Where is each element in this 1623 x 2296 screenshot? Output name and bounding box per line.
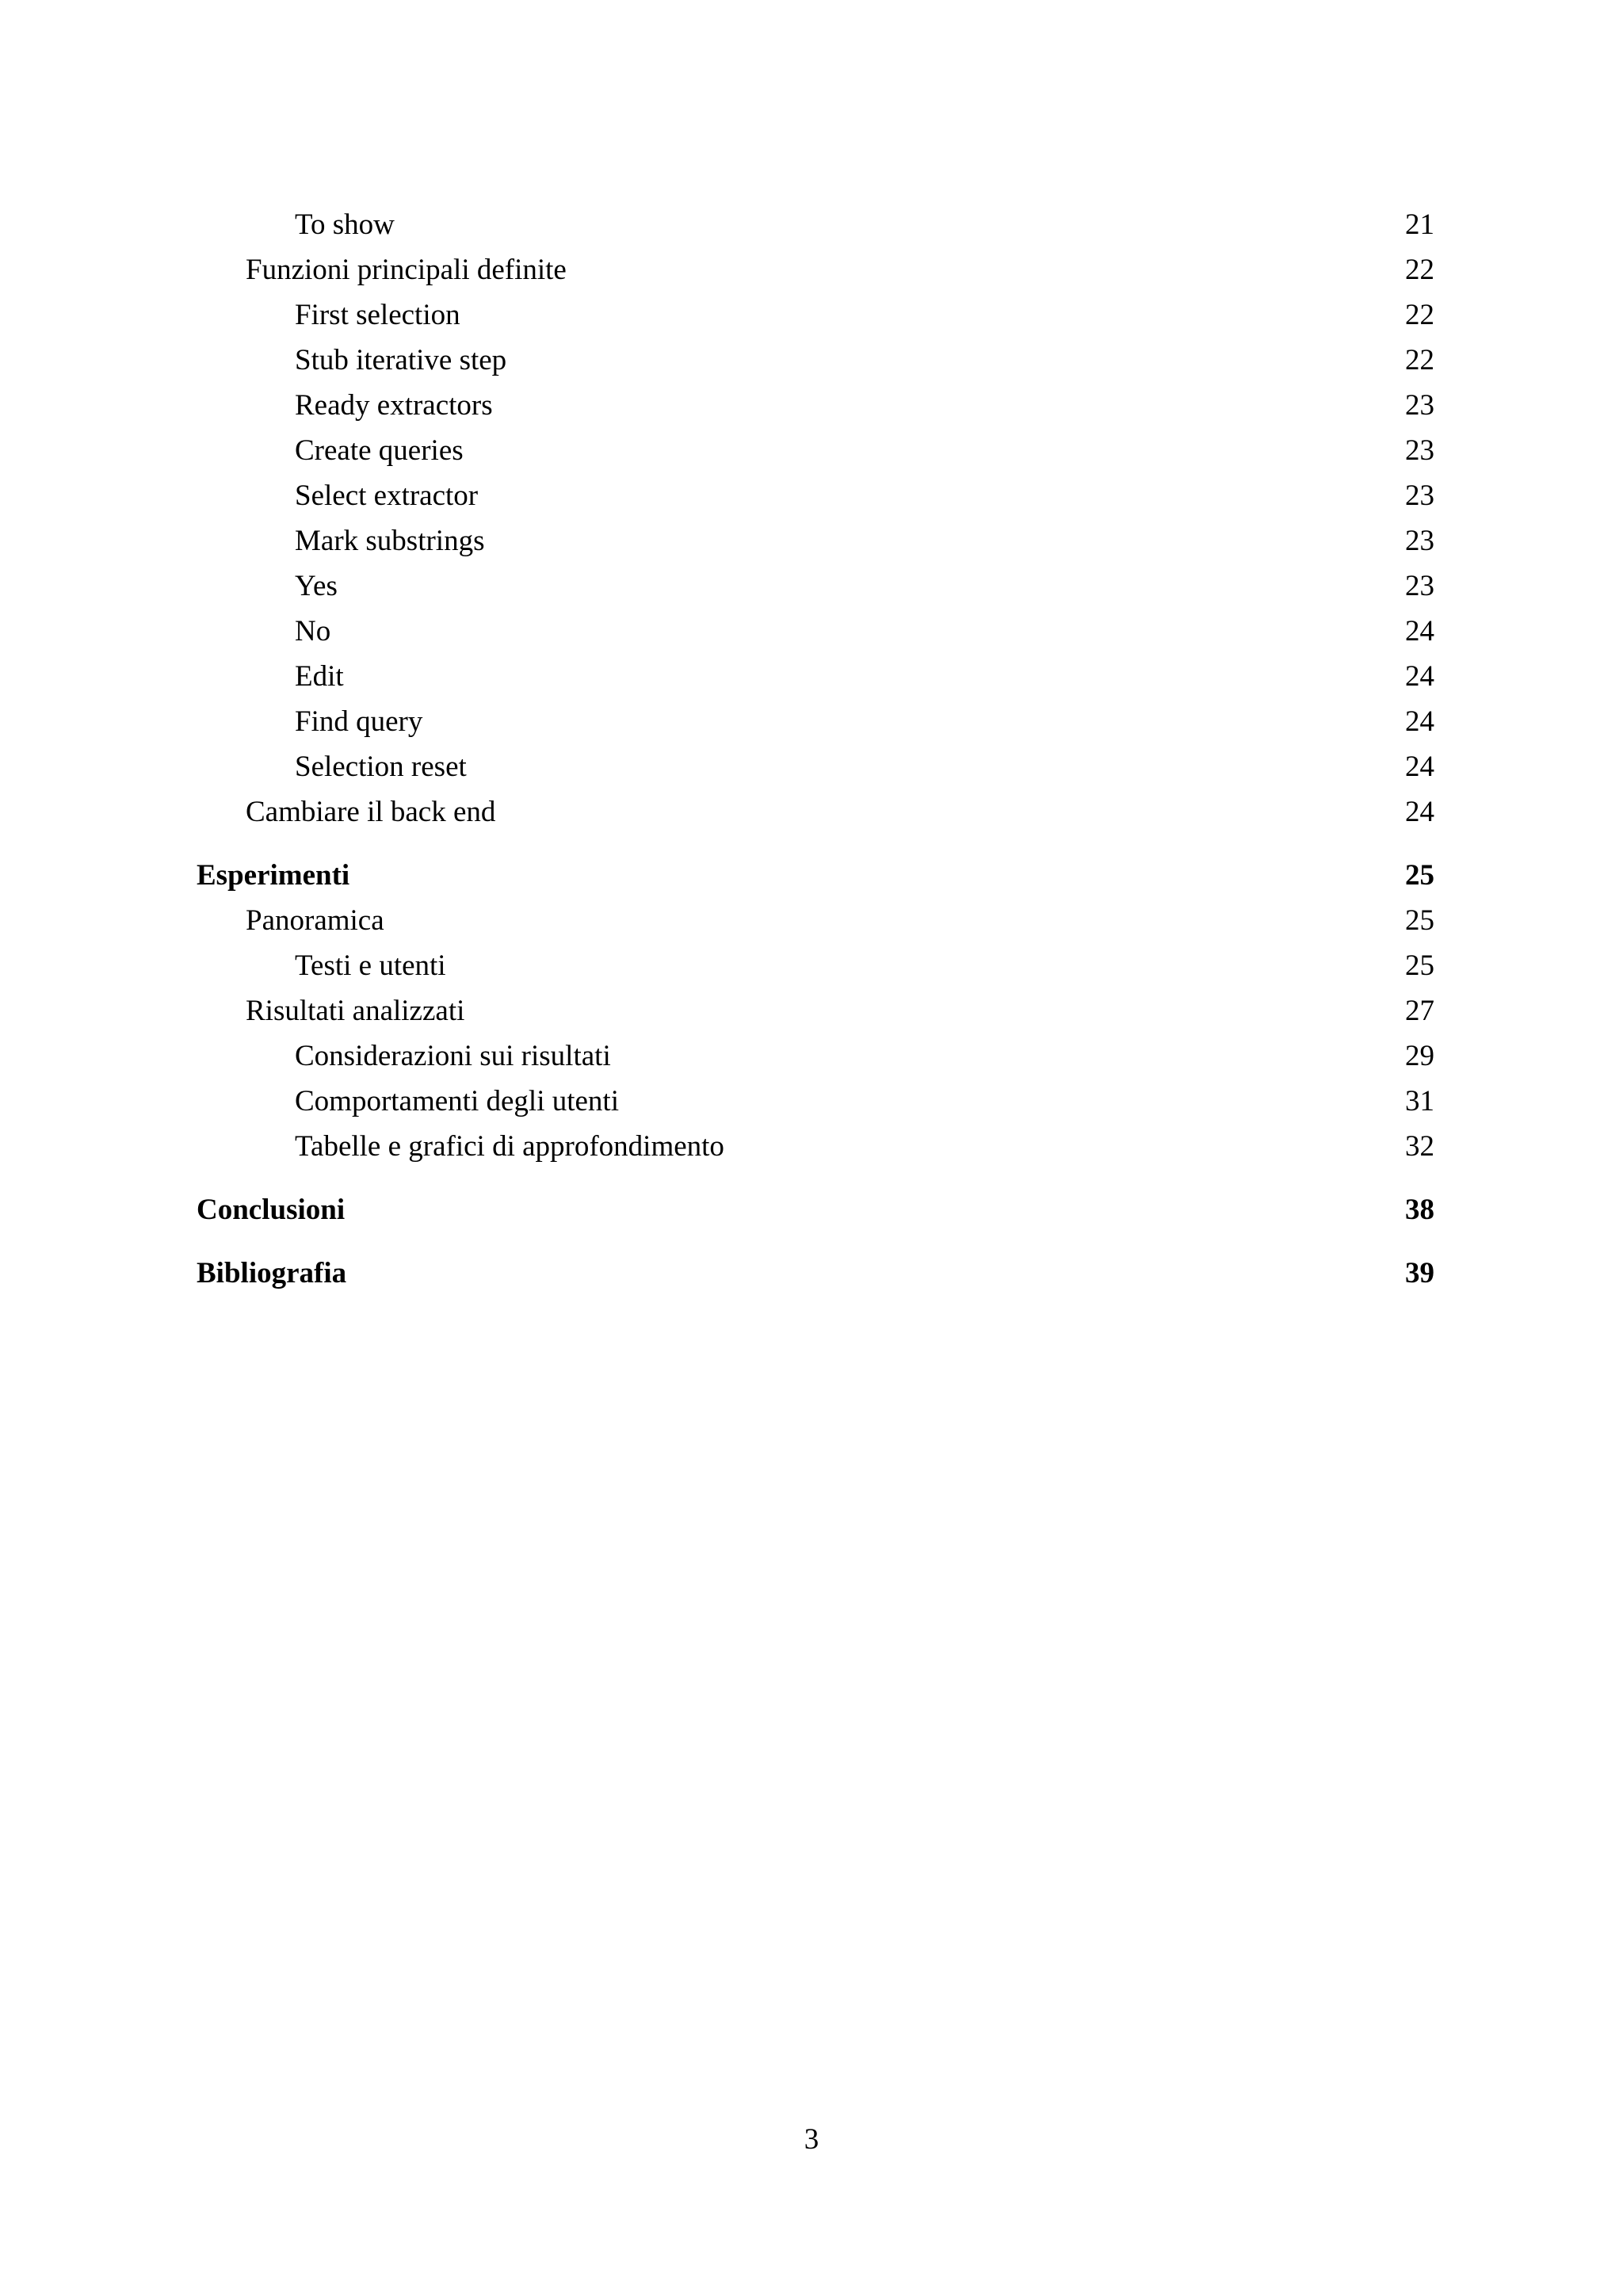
toc-entry bbox=[197, 1034, 1434, 1079]
toc-entry-title: Funzioni principali definite bbox=[246, 254, 567, 286]
toc-entry bbox=[197, 429, 1434, 473]
toc-entry bbox=[197, 989, 1434, 1033]
toc-entry-page: 31 bbox=[1405, 1085, 1434, 1117]
toc-chapter-title: Esperimenti bbox=[197, 859, 350, 892]
toc-chapter-page: 38 bbox=[1405, 1194, 1434, 1226]
toc-entry bbox=[197, 1079, 1434, 1124]
toc-entry-page: 24 bbox=[1405, 796, 1434, 828]
toc-entry bbox=[197, 899, 1434, 943]
toc-entry bbox=[197, 790, 1434, 835]
toc-entry-title: Comportamenti degli utenti bbox=[295, 1085, 619, 1117]
toc-entry bbox=[197, 203, 1434, 247]
toc-chapter-page: 39 bbox=[1405, 1257, 1434, 1289]
toc-entry-title: Considerazioni sui risultati bbox=[295, 1040, 611, 1072]
toc-entry-page: 23 bbox=[1405, 570, 1434, 602]
toc-entry-page: 23 bbox=[1405, 479, 1434, 512]
toc-entry-page: 24 bbox=[1405, 705, 1434, 738]
toc-entry-title: Select extractor bbox=[295, 479, 479, 512]
toc-entry-title: To show bbox=[295, 208, 395, 241]
toc-chapter-title: Bibliografia bbox=[197, 1257, 347, 1289]
toc-entry bbox=[197, 609, 1434, 654]
toc-entry-page: 25 bbox=[1405, 949, 1434, 982]
toc-chapter-page: 25 bbox=[1405, 859, 1434, 892]
toc-entry bbox=[197, 338, 1434, 383]
toc-entry bbox=[197, 745, 1434, 789]
toc-entry bbox=[197, 700, 1434, 744]
toc-entry-page: 25 bbox=[1405, 904, 1434, 937]
toc-entry bbox=[197, 384, 1434, 428]
toc-entry-title: First selection bbox=[295, 299, 460, 331]
toc-entry-title: No bbox=[295, 615, 331, 648]
toc-chapter bbox=[197, 1251, 1434, 1296]
toc-entry-title: Find query bbox=[295, 705, 423, 738]
toc-entry-title: Risultati analizzati bbox=[246, 995, 465, 1027]
page-number: 3 bbox=[804, 2123, 819, 2156]
toc-entry bbox=[197, 474, 1434, 518]
toc-entry-title: Panoramica bbox=[246, 904, 384, 937]
toc-entry-page: 27 bbox=[1405, 995, 1434, 1027]
toc-entry-page: 23 bbox=[1405, 434, 1434, 467]
toc-entry-title: Tabelle e grafici di approfondimento bbox=[295, 1130, 724, 1163]
toc-entry bbox=[197, 944, 1434, 988]
toc-entry-page: 24 bbox=[1405, 751, 1434, 783]
toc-entry-title: Stub iterative step bbox=[295, 344, 507, 376]
toc-entry bbox=[197, 293, 1434, 338]
toc-entry-title: Mark substrings bbox=[295, 525, 485, 557]
toc-entry-page: 29 bbox=[1405, 1040, 1434, 1072]
toc-entry-page: 24 bbox=[1405, 615, 1434, 648]
toc-entry-title: Create queries bbox=[295, 434, 464, 467]
toc-entry bbox=[197, 1125, 1434, 1169]
toc-entry-page: 22 bbox=[1405, 299, 1434, 331]
toc-entry-page: 22 bbox=[1405, 344, 1434, 376]
toc-entry bbox=[197, 564, 1434, 609]
toc-entry-page: 23 bbox=[1405, 525, 1434, 557]
toc-entry bbox=[197, 519, 1434, 563]
toc-entry-page: 24 bbox=[1405, 660, 1434, 693]
toc-chapter-title: Conclusioni bbox=[197, 1194, 346, 1226]
toc-entry-page: 32 bbox=[1405, 1130, 1434, 1163]
toc-entry-page: 23 bbox=[1405, 389, 1434, 422]
toc-entry-title: Edit bbox=[295, 660, 344, 693]
toc-entry bbox=[197, 655, 1434, 699]
toc-entry-title: Cambiare il back end bbox=[246, 796, 496, 828]
toc-entry-page: 22 bbox=[1405, 254, 1434, 286]
toc-entry-title: Ready extractors bbox=[295, 389, 493, 422]
toc-entry-title: Yes bbox=[295, 570, 338, 602]
toc-entry-title: Selection reset bbox=[295, 751, 467, 783]
toc-chapter bbox=[197, 854, 1434, 898]
toc-entry-title: Testi e utenti bbox=[295, 949, 446, 982]
toc-chapter bbox=[197, 1188, 1434, 1232]
toc-entry bbox=[197, 248, 1434, 292]
toc-entry-page: 21 bbox=[1405, 208, 1434, 241]
